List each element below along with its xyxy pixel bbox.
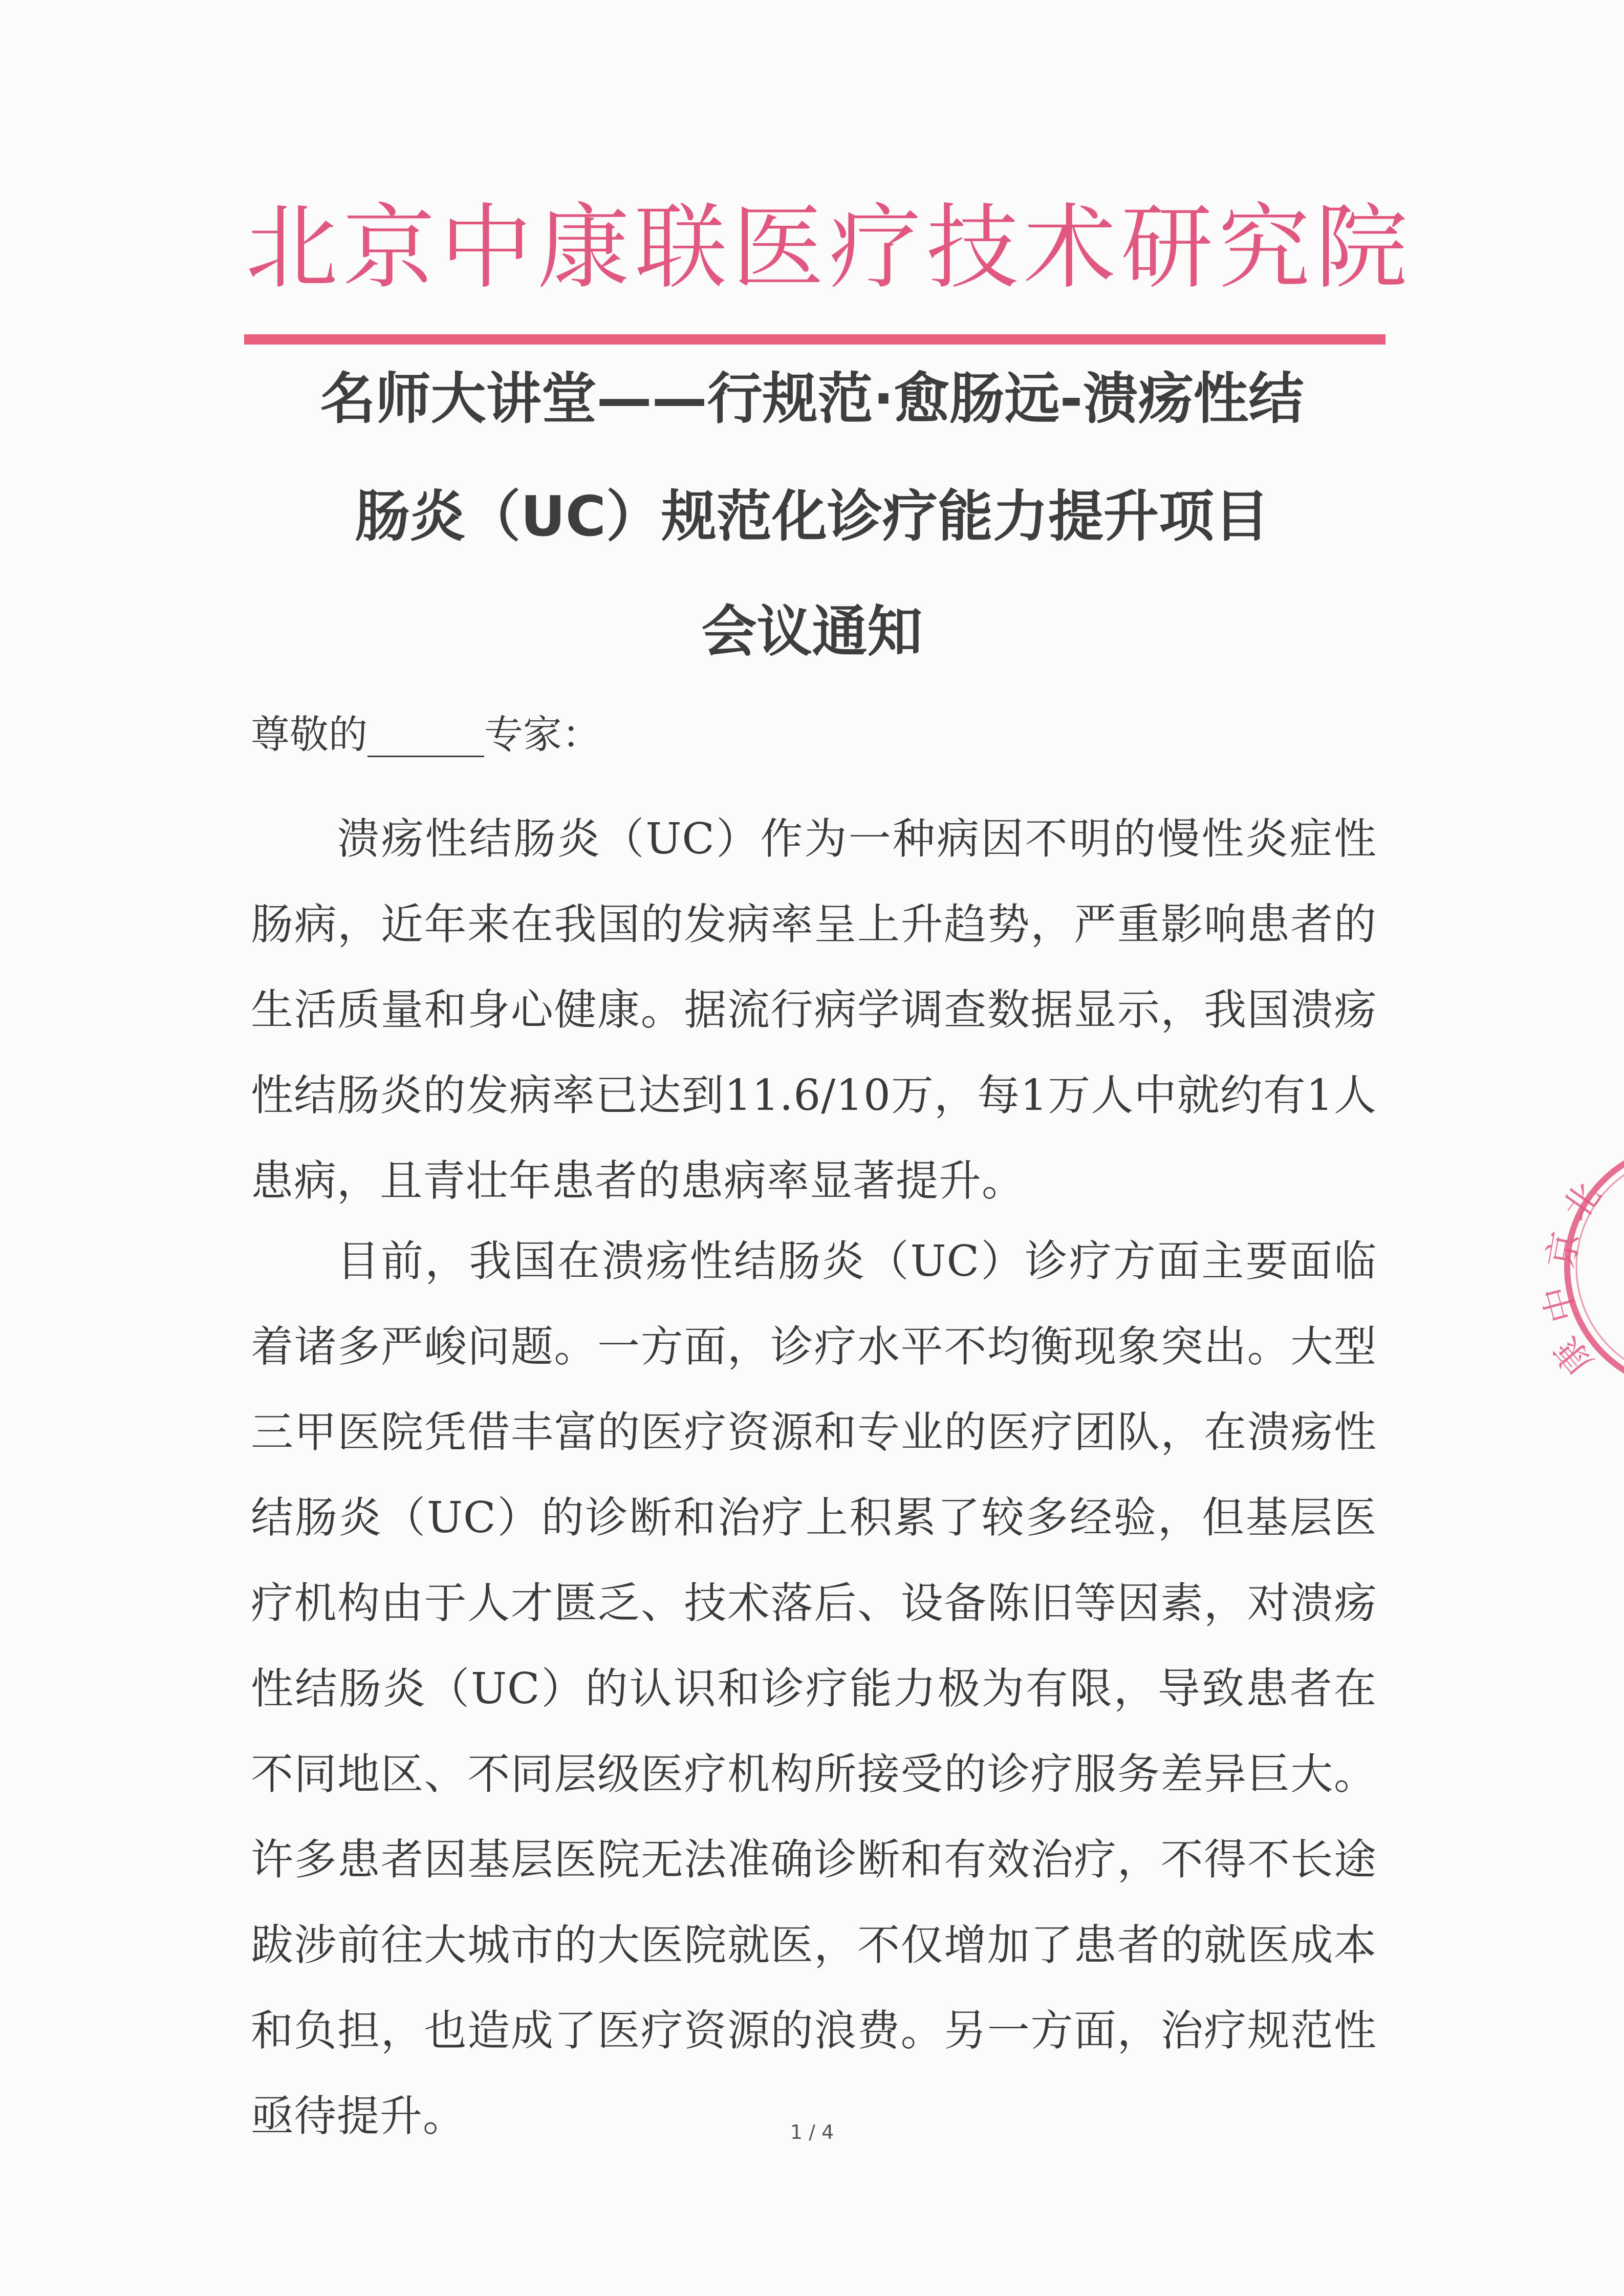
- paragraph-2: 目前，我国在溃疡性结肠炎（UC）诊疗方面主要面临着诸多严峻问题。一方面，诊疗水平不均衡现象突出。大型三甲医院凭借丰富的医疗资源和专业的医疗团队，在溃疡性结肠炎（UC）的诊断和治疗上积累了较多经验，但基层医疗机构由于人才匮乏、技术落后、设备陈旧等因素，对溃疡性结肠炎（UC）的认识和诊疗能力极为有限，导致患者在不同地区、不同层级医疗机构所接受的诊疗服务差异巨大。许多患者因基层医院无法准确诊断和有效治疗，不得不长途跋涉前往大城市的大医院就医，不仅增加了患者的就医成本和负担，也造成了医疗资源的浪费。另一方面，治疗规范性亟待提升。: [251, 1236, 1377, 2141]
- title-line-2: 肠炎（UC）规范化诊疗能力提升项目: [355, 485, 1269, 549]
- salutation: 尊敬的______专家：: [251, 712, 601, 757]
- header-divider: [244, 334, 1385, 345]
- svg-text:康: 康: [1546, 1328, 1601, 1383]
- organization-header: 北京中康联医疗技术研究院: [246, 195, 1413, 302]
- svg-text:中: 中: [1535, 1281, 1585, 1327]
- title-line-3: 会议通知: [701, 600, 923, 664]
- svg-text:北: 北: [1554, 1175, 1610, 1229]
- page-number: 1 / 4: [790, 2121, 834, 2143]
- official-seal: [1535, 1126, 1624, 1413]
- paragraph-1: 溃疡性结肠炎（UC）作为一种病因不明的慢性炎症性肠病，近年来在我国的发病率呈上升趋势，严重影响患者的生活质量和身心健康。据流行病学调查数据显示，我国溃疡性结肠炎的发病率已达到11.6/10万，每1万人中就约有1人患病，且青壮年患者的患病率显著提升。: [251, 814, 1377, 1206]
- title-line-1: 名师大讲堂——行规范·愈肠远-溃疡性结: [320, 367, 1304, 431]
- seal-stamp-icon: [1535, 1126, 1624, 1413]
- svg-text:京: 京: [1539, 1228, 1587, 1271]
